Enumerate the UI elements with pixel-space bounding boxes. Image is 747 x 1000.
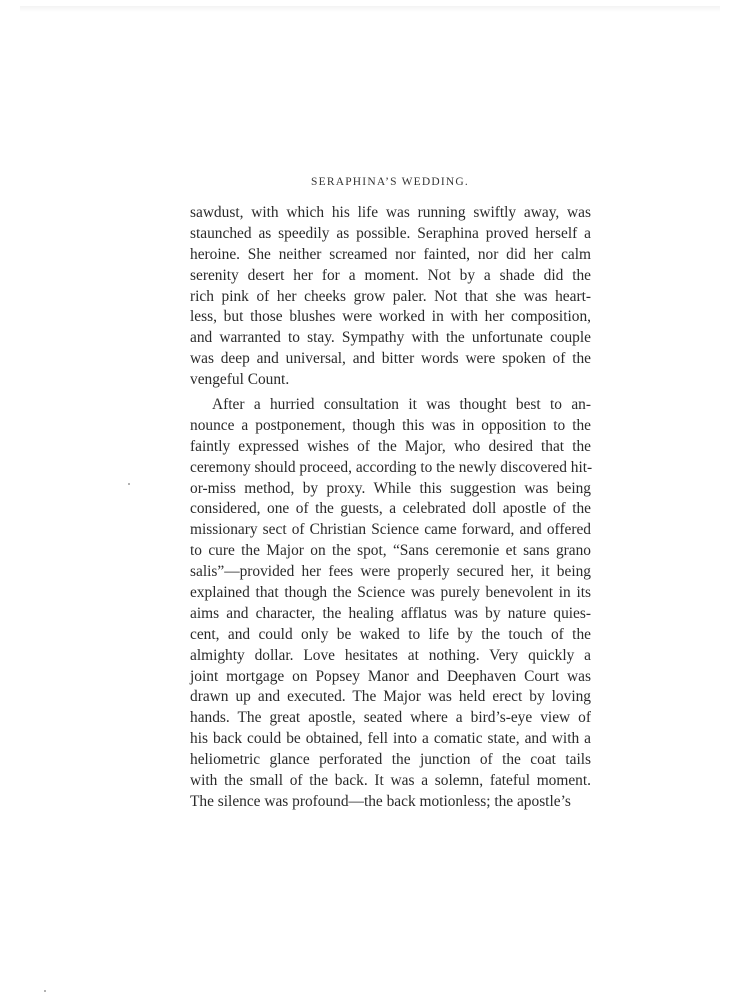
text-line: his back could be obtained, fell into a comatic state, and with a (190, 730, 591, 748)
text-line: almighty dollar. Love hesitates at nothing. Very quickly a (190, 646, 591, 664)
paper-speck (128, 483, 130, 485)
text-line: cent, and could only be waked to life by the touch of the (190, 625, 591, 643)
text-line: with the small of the back. It was a solemn, fateful moment. (190, 772, 591, 790)
text-line: and warranted to stay. Sympathy with the unfortunate couple (190, 329, 591, 347)
text-line: considered, one of the guests, a celebrated doll apostle of the (190, 500, 591, 518)
text-line: faintly expressed wishes of the Major, who desired that the (190, 437, 591, 455)
body-text (190, 203, 591, 813)
text-line: drawn up and executed. The Major was held erect by loving (190, 688, 591, 706)
text-line: or-miss method, by proxy. While this suggestion was being (190, 479, 591, 497)
text-line: less, but those blushes were worked in with her composition, (190, 308, 591, 326)
text-line: After a hurried consultation it was thought best to an- (212, 396, 591, 414)
text-line: heliometric glance perforated the junction of the coat tails (190, 751, 591, 769)
paragraph (190, 395, 591, 813)
text-line: explained that though the Science was purely benevolent in its (190, 584, 591, 602)
text-line: to cure the Major on the spot, “Sans ceremonie et sans grano (190, 542, 591, 560)
text-line: sawdust, with which his life was running swiftly away, was (190, 204, 591, 221)
text-line: salis”—provided her fees were properly secured her, it being (190, 563, 591, 581)
text-line: missionary sect of Christian Science came forward, and offered (190, 521, 591, 539)
text-line: ceremony should proceed, according to the newly discovered hit- (190, 458, 593, 476)
text-line: aims and character, the healing afflatus was by nature quies- (190, 604, 591, 622)
paragraph (190, 203, 591, 391)
text-line: serenity desert her for a moment. Not by a shade did the (190, 266, 591, 284)
text-line: vengeful Count. (190, 371, 290, 389)
running-head: SERAPHINA’S WEDDING. (311, 176, 469, 188)
text-line: joint mortgage on Popsey Manor and Deephaven Court was (190, 667, 591, 685)
text-line: rich pink of her cheeks grow paler. Not that she was heart- (190, 287, 591, 305)
paper-speck (44, 990, 46, 992)
text-line: nounce a postponement, though this was in opposition to the (190, 416, 591, 434)
page-top-shadow (20, 6, 720, 12)
text-line: hands. The great apostle, seated where a bird’s-eye view of (190, 709, 591, 727)
text-line: staunched as speedily as possible. Seraphina proved herself a (190, 224, 591, 242)
text-line: was deep and universal, and bitter words were spoken of the (190, 350, 591, 368)
text-line: heroine. She neither screamed nor fainted, nor did her calm (190, 245, 591, 263)
text-line: The silence was profound—the back motionless; the apostle’s (190, 792, 571, 810)
